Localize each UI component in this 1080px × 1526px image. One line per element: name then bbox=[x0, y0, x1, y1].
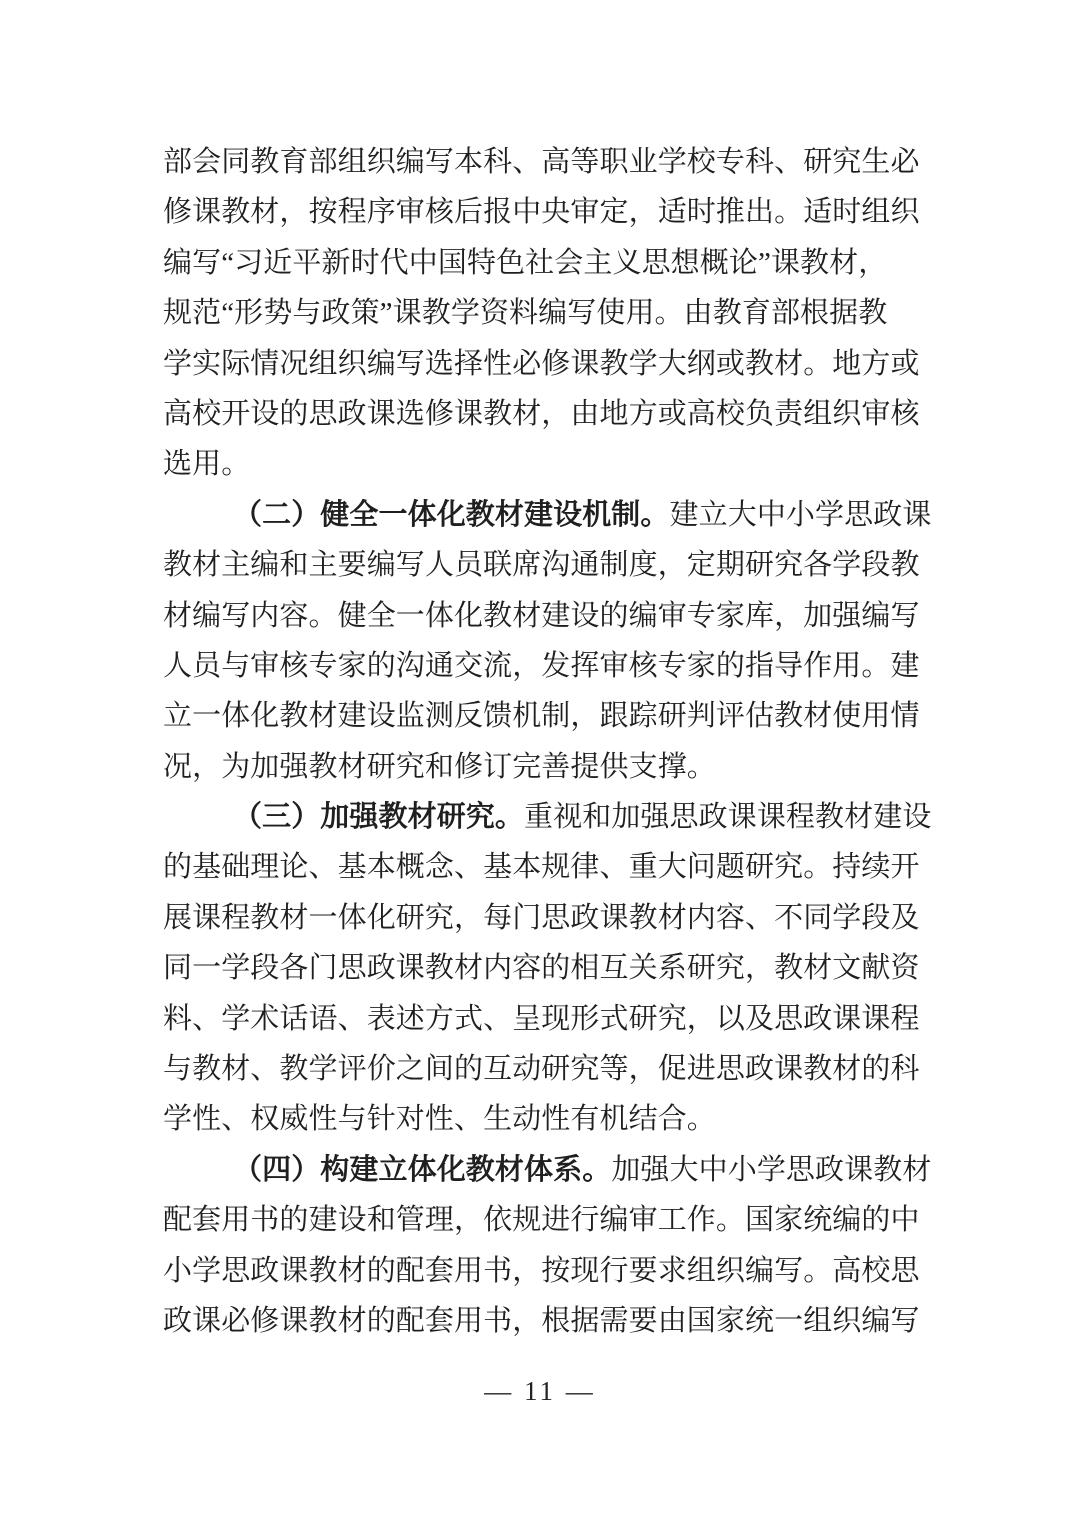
text-line: 部会同教育部组织编写本科、高等职业学校专科、研究生必 bbox=[163, 146, 920, 178]
text-line: 高校开设的思政课选修课教材，由地方或高校负责组织审核 bbox=[163, 397, 920, 430]
text-line: 与教材、教学评价之间的互动研究等，促进思政课教材的科 bbox=[163, 1053, 920, 1086]
text-line: 况，为加强教材研究和修订完善提供支撑。 bbox=[163, 750, 716, 783]
text-line: 规范“形势与政策”课教学资料编写使用。由教育部根据教 bbox=[163, 297, 888, 330]
text-line: 配套用书的建设和管理，依规进行编审工作。国家统编的中 bbox=[163, 1204, 920, 1237]
line-text: 加强大中小学思政课教材 bbox=[611, 1153, 932, 1186]
text-line: 的基础理论、基本概念、基本规律、重大问题研究。持续开 bbox=[163, 851, 920, 884]
text-line: 学性、权威性与针对性、生动性有机结合。 bbox=[163, 1103, 716, 1136]
text-line: 展课程教材一体化研究，每门思政课教材内容、不同学段及 bbox=[163, 901, 920, 934]
text-line: 料、学术话语、表述方式、呈现形式研究，以及思政课课程 bbox=[163, 1002, 920, 1035]
text-line: 人员与审核专家的沟通交流，发挥审核专家的指导作用。建 bbox=[163, 649, 920, 682]
paragraph-heading: （四）构建立体化教材体系。 bbox=[233, 1153, 612, 1186]
text-line: 小学思政课教材的配套用书，按现行要求组织编写。高校思 bbox=[163, 1254, 920, 1287]
paragraph-heading: （二）健全一体化教材建设机制。 bbox=[233, 498, 670, 531]
text-line: 同一学段各门思政课教材内容的相互关系研究，教材文献资 bbox=[163, 952, 920, 985]
text-line: 材编写内容。健全一体化教材建设的编审专家库，加强编写 bbox=[163, 599, 920, 632]
text-line: 政课必修课教材的配套用书，根据需要由国家统一组织编写 bbox=[163, 1304, 920, 1337]
text-line: 编写“习近平新时代中国特色社会主义思想概论”课教材， bbox=[163, 246, 888, 279]
paragraph-start-line bbox=[163, 792, 933, 842]
line-text: 建立大中小学思政课 bbox=[669, 498, 932, 531]
body-text bbox=[163, 137, 933, 1346]
page-number: — 11 — bbox=[484, 1376, 596, 1406]
text-line: 立一体化教材建设监测反馈机制，跟踪研判评估教材使用情 bbox=[163, 700, 920, 733]
line-text: 重视和加强思政课课程教材建设 bbox=[524, 801, 932, 834]
text-line: 教材主编和主要编写人员联席沟通制度，定期研究各学段教 bbox=[163, 549, 920, 582]
text-line: 学实际情况组织编写选择性必修课教学大纲或教材。地方或 bbox=[163, 347, 920, 380]
paragraph-heading: （三）加强教材研究。 bbox=[233, 801, 525, 834]
paragraph-start-line bbox=[163, 490, 933, 540]
text-line: 选用。 bbox=[163, 448, 251, 481]
paragraph-start-line bbox=[163, 1145, 933, 1195]
text-line: 修课教材，按程序审核后报中央审定，适时推出。适时组织 bbox=[163, 196, 920, 229]
